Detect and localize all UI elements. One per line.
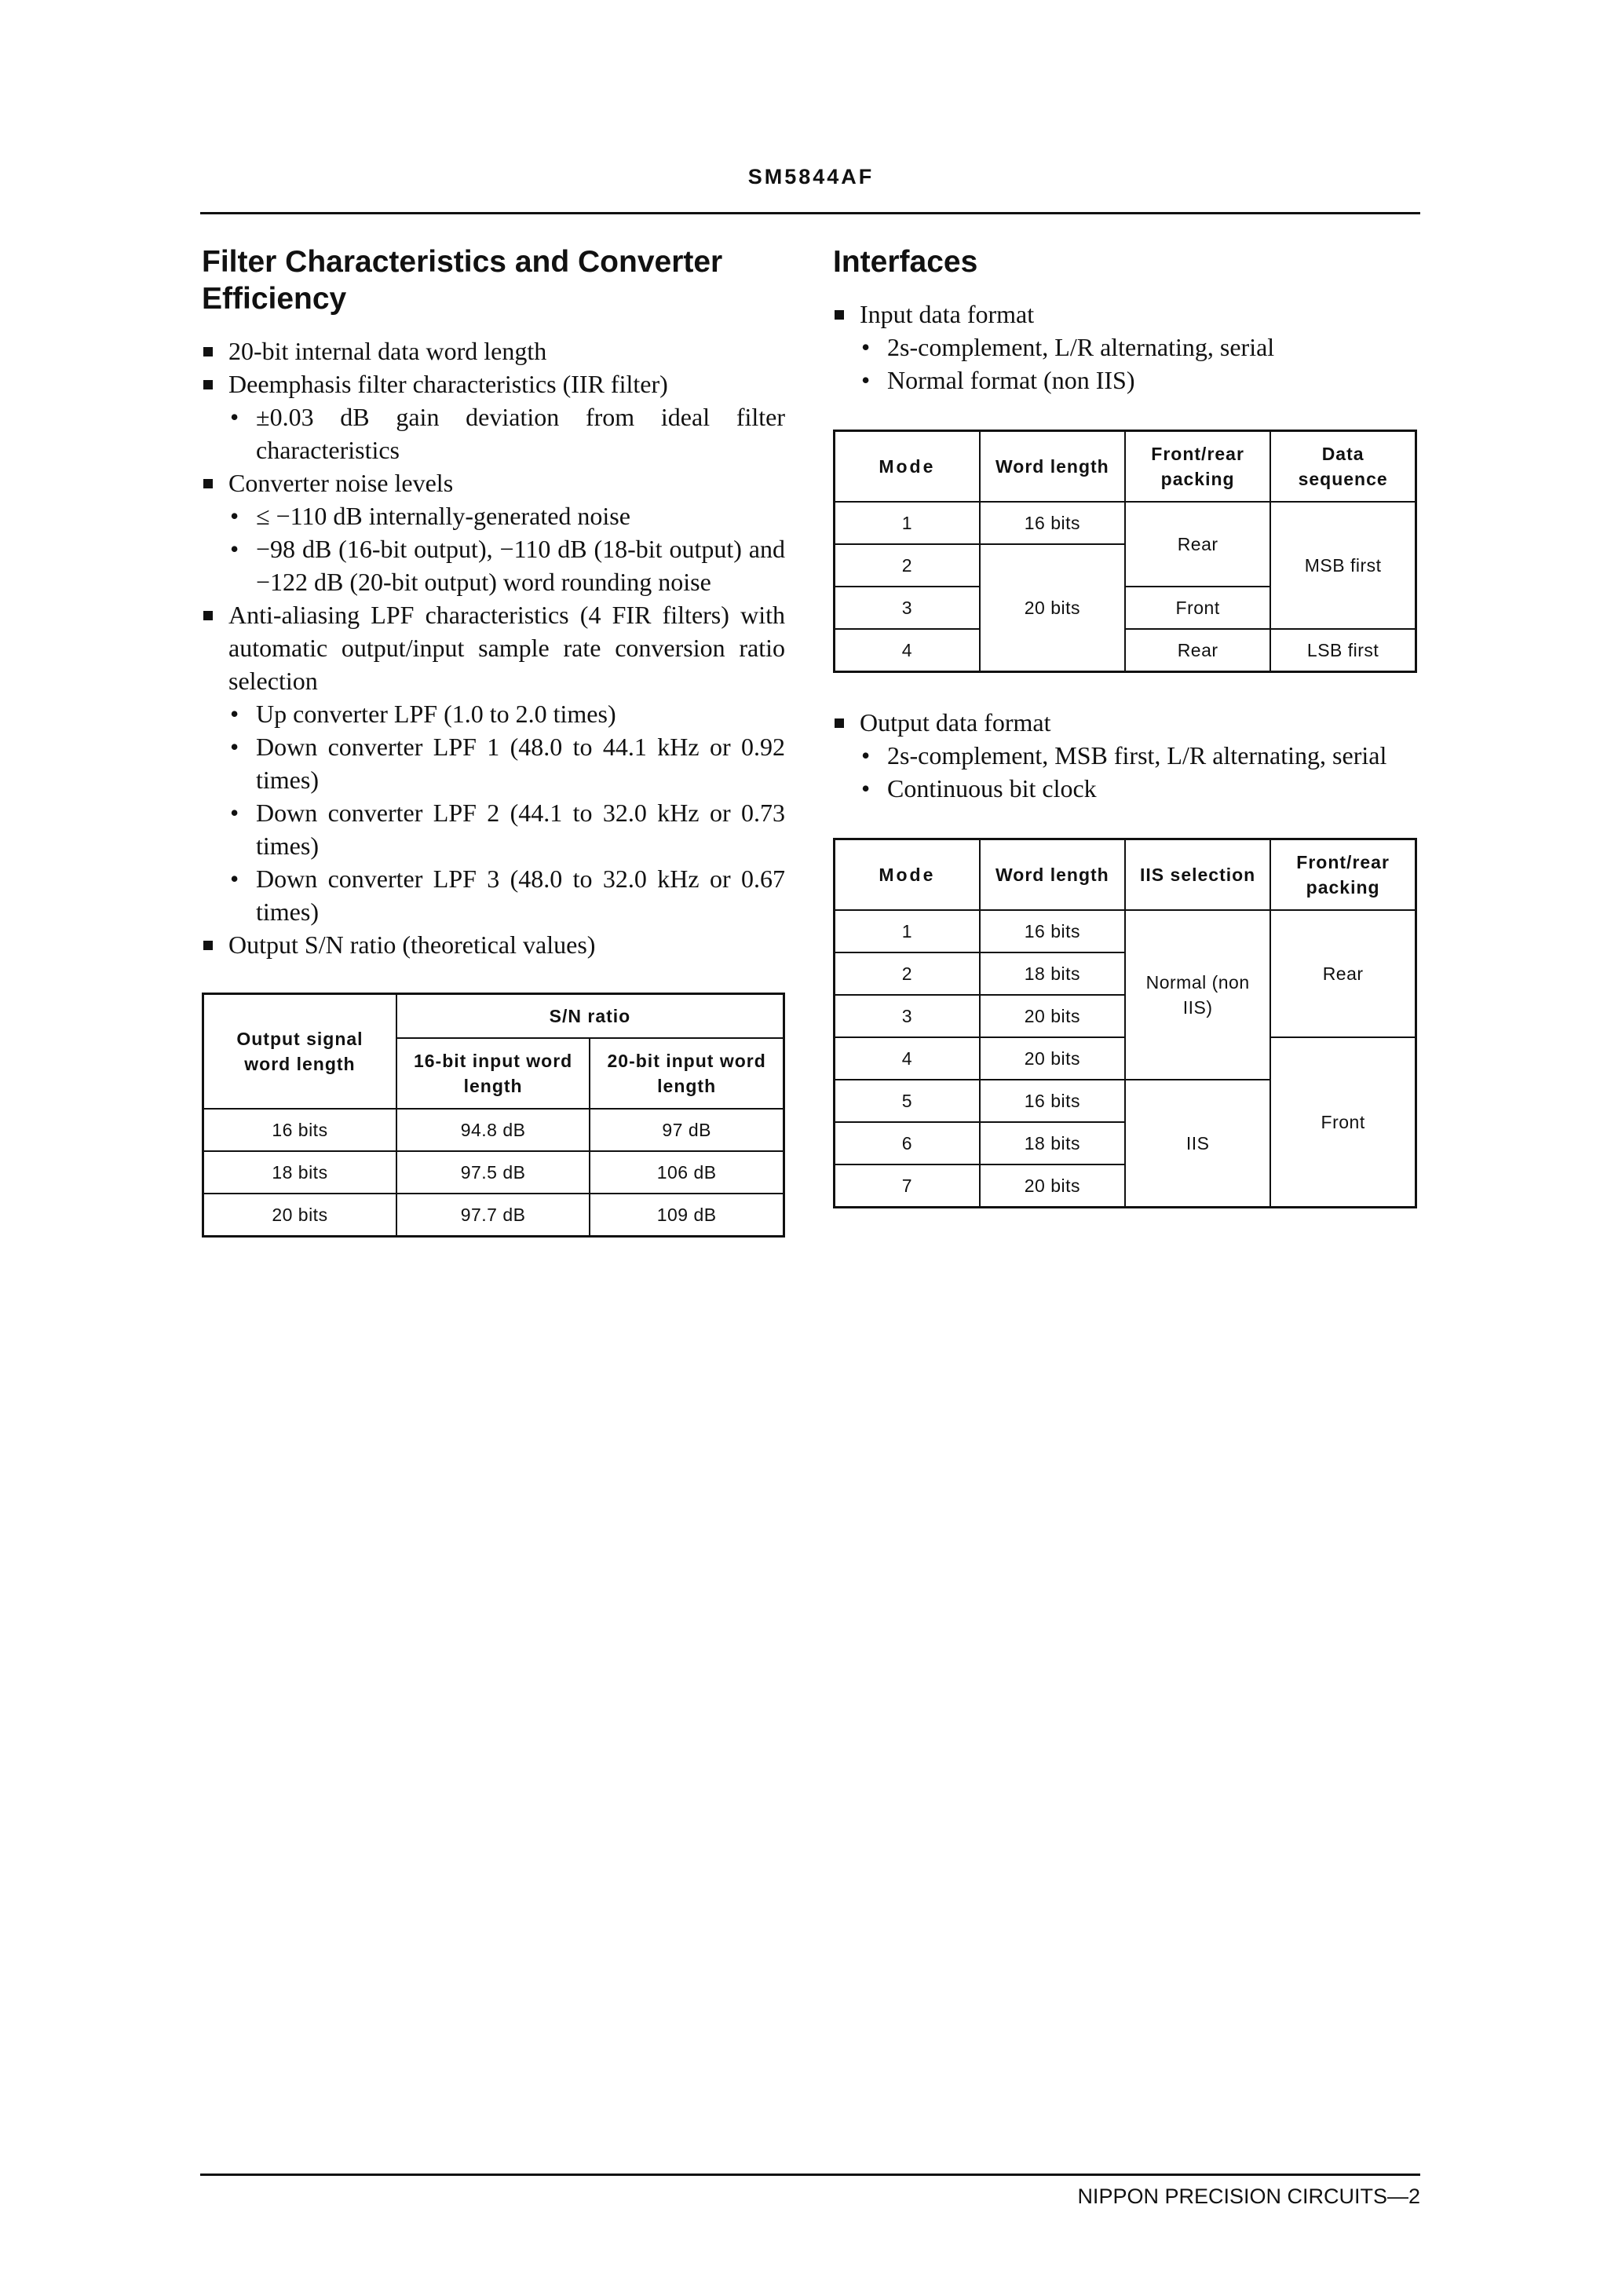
- cell-packing: Front: [1125, 587, 1270, 629]
- sn-ratio-table: [202, 993, 785, 1238]
- sub-bullet-input-normal: • Normal format (non IIS): [833, 364, 1417, 397]
- cell-iis-selection: Normal (non IIS): [1125, 910, 1270, 1080]
- dot-bullet-icon: •: [230, 865, 239, 893]
- cell-sn-20: 109 dB: [590, 1194, 784, 1237]
- table-row: [203, 1151, 784, 1194]
- cell-sn-20: 106 dB: [590, 1151, 784, 1194]
- th-packing: Front/rear packing: [1125, 431, 1270, 503]
- th-packing: Front/rear packing: [1270, 839, 1416, 911]
- sub-bullet-internal-noise: • ≤ −110 dB internally-generated noise: [202, 499, 785, 532]
- cell-output-length: 18 bits: [203, 1151, 396, 1194]
- square-bullet-icon: [203, 479, 213, 488]
- sub-bullet-input-complement: • 2s-complement, L/R alternating, serial: [833, 331, 1417, 364]
- section-heading-interfaces: Interfaces: [833, 245, 978, 279]
- square-bullet-icon: [203, 347, 213, 356]
- cell-mode: 3: [835, 995, 980, 1037]
- square-bullet-icon: [835, 718, 844, 728]
- square-bullet-icon: [203, 941, 213, 950]
- dot-bullet-icon: •: [230, 403, 239, 431]
- square-bullet-icon: [203, 380, 213, 389]
- heading-line-1: Filter Characteristics and Converter: [202, 245, 723, 279]
- bullet-input-format: Input data format: [833, 298, 1417, 331]
- cell-packing: Rear: [1270, 910, 1416, 1037]
- dot-bullet-icon: •: [861, 333, 871, 361]
- cell-word-length: 20 bits: [980, 544, 1125, 672]
- cell-mode: 5: [835, 1080, 980, 1122]
- cell-output-length: 20 bits: [203, 1194, 396, 1237]
- th-sn-ratio: S/N ratio: [396, 994, 784, 1039]
- page-footer: NIPPON PRECISION CIRCUITS—2: [1077, 2184, 1420, 2208]
- table-row: [835, 629, 1416, 672]
- cell-mode: 2: [835, 952, 980, 995]
- cell-packing: Rear: [1125, 629, 1270, 672]
- cell-word-length: 16 bits: [980, 502, 1125, 544]
- cell-word-length: 18 bits: [980, 1122, 1125, 1164]
- cell-mode: 4: [835, 1037, 980, 1080]
- bullet-sn-ratio: Output S/N ratio (theoretical values): [202, 928, 785, 961]
- cell-sn-16: 97.7 dB: [396, 1194, 590, 1237]
- cell-mode: 1: [835, 910, 980, 952]
- th-20bit-input: 20-bit input word length: [590, 1038, 784, 1109]
- bullet-noise-levels: Converter noise levels: [202, 466, 785, 499]
- left-column: [202, 243, 785, 1238]
- cell-data-sequence: LSB first: [1270, 629, 1416, 672]
- page-header-title: SM5844AF: [747, 165, 875, 188]
- cell-sn-16: 97.5 dB: [396, 1151, 590, 1194]
- cell-word-length: 20 bits: [980, 1037, 1125, 1080]
- dot-bullet-icon: •: [230, 502, 239, 530]
- sub-bullet-gain-deviation: • ±0.03 dB gain deviation from ideal filter characteristics: [202, 400, 785, 466]
- cell-mode: 1: [835, 502, 980, 544]
- th-word-length: Word length: [980, 431, 1125, 503]
- cell-word-length: 20 bits: [980, 1164, 1125, 1208]
- table-row: [203, 1109, 784, 1151]
- sub-bullet-up-converter: • Up converter LPF (1.0 to 2.0 times): [202, 697, 785, 730]
- th-iis-selection: IIS selection: [1125, 839, 1270, 911]
- th-mode: Mode: [835, 431, 980, 503]
- sub-bullet-output-complement: • 2s-complement, MSB first, L/R alternating, serial: [833, 739, 1417, 772]
- bullet-internal-word-length: 20-bit internal data word length: [202, 335, 785, 367]
- cell-data-sequence: MSB first: [1270, 502, 1416, 629]
- cell-word-length: 20 bits: [980, 995, 1125, 1037]
- cell-sn-20: 97 dB: [590, 1109, 784, 1151]
- th-data-sequence: Data sequence: [1270, 431, 1416, 503]
- cell-word-length: 18 bits: [980, 952, 1125, 995]
- input-format-table: [833, 430, 1417, 673]
- sub-bullet-down-converter-1: • Down converter LPF 1 (48.0 to 44.1 kHz or 0.92 times): [202, 730, 785, 796]
- cell-packing: Front: [1270, 1037, 1416, 1208]
- table-row: [835, 502, 1416, 544]
- sub-bullet-down-converter-2: • Down converter LPF 2 (44.1 to 32.0 kHz or 0.73 times): [202, 796, 785, 862]
- section-heading-filter: [202, 243, 785, 317]
- dot-bullet-icon: •: [861, 774, 871, 803]
- cell-mode: 7: [835, 1164, 980, 1208]
- sub-bullet-bit-clock: • Continuous bit clock: [833, 772, 1417, 805]
- cell-mode: 2: [835, 544, 980, 587]
- dot-bullet-icon: •: [861, 366, 871, 394]
- bullet-output-format: Output data format: [833, 706, 1417, 739]
- dot-bullet-icon: •: [230, 535, 239, 563]
- table-row: [203, 1194, 784, 1237]
- footer-divider: [200, 2174, 1420, 2176]
- dot-bullet-icon: •: [230, 700, 239, 728]
- cell-word-length: 16 bits: [980, 910, 1125, 952]
- th-word-length: Word length: [980, 839, 1125, 911]
- sub-bullet-down-converter-3: • Down converter LPF 3 (48.0 to 32.0 kHz or 0.67 times): [202, 862, 785, 928]
- square-bullet-icon: [203, 611, 213, 620]
- dot-bullet-icon: •: [230, 733, 239, 761]
- cell-sn-16: 94.8 dB: [396, 1109, 590, 1151]
- th-16bit-input: 16-bit input word length: [396, 1038, 590, 1109]
- sub-bullet-rounding-noise: • −98 dB (16-bit output), −110 dB (18-bit output) and −122 dB (20-bit output) word rounding noise: [202, 532, 785, 598]
- header-divider: [200, 212, 1420, 214]
- heading-line-2: Efficiency: [202, 282, 347, 316]
- bullet-deemphasis: Deemphasis filter characteristics (IIR filter): [202, 367, 785, 400]
- table-row: [835, 910, 1416, 952]
- output-format-table: [833, 838, 1417, 1208]
- dot-bullet-icon: •: [230, 799, 239, 827]
- cell-mode: 4: [835, 629, 980, 672]
- cell-mode: 3: [835, 587, 980, 629]
- square-bullet-icon: [835, 310, 844, 320]
- bullet-anti-aliasing: Anti-aliasing LPF characteristics (4 FIR filters) with automatic output/input sample rate conversion ratio selection: [202, 598, 785, 697]
- th-output-word-length: Output signal word length: [203, 994, 396, 1110]
- cell-word-length: 16 bits: [980, 1080, 1125, 1122]
- cell-packing: Rear: [1125, 502, 1270, 587]
- right-column: [833, 243, 1417, 1208]
- dot-bullet-icon: •: [861, 741, 871, 770]
- cell-iis-selection: IIS: [1125, 1080, 1270, 1208]
- cell-output-length: 16 bits: [203, 1109, 396, 1151]
- cell-mode: 6: [835, 1122, 980, 1164]
- th-mode: Mode: [835, 839, 980, 911]
